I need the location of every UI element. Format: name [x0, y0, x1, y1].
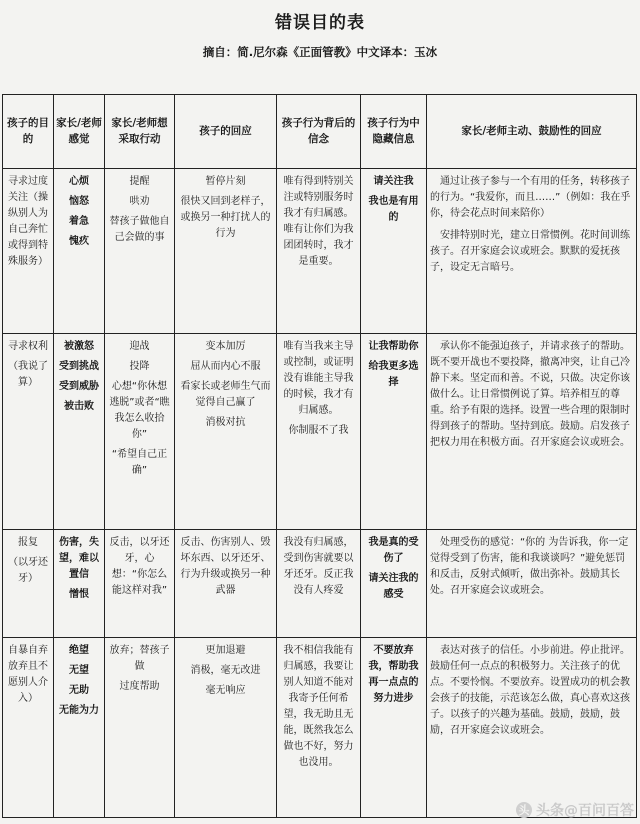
cell-action — [105, 169, 175, 334]
cell-encouraging — [427, 638, 637, 818]
cell-text: 无望 — [69, 665, 89, 676]
cell-text: 请关注我 — [373, 176, 414, 187]
cell-text: 自暴自弃 放弃且不愿别人介入） — [8, 645, 48, 704]
cell-belief — [277, 334, 361, 530]
cell-text: 承认你不能强迫孩子，并请求孩子的帮助。既不要开战也不要投降，撤离冲突，让自己冷静下来。坚定而和善。不说，只做。决定你该做什么。让日常惯例说了算。培养相互的尊重。给予有限的选择。设置一些合理的限制时得到孩子的帮助。坚持到底。鼓励。启发孩子把权力用在积极方面。召开家庭会议或班会。 — [430, 341, 630, 448]
cell-action — [105, 334, 175, 530]
cell-text: 请关注我的感受 — [368, 573, 419, 600]
cell-text: 愧疚 — [69, 236, 89, 247]
cell-message — [361, 638, 427, 818]
header-parent-feeling: 家长/老师感觉 — [54, 95, 105, 169]
cell-belief — [277, 169, 361, 334]
header-hidden-message: 孩子行为中隐藏信息 — [361, 95, 427, 169]
cell-message — [361, 169, 427, 334]
cell-feeling — [54, 169, 105, 334]
cell-text: 暂停片刻 — [205, 176, 246, 187]
cell-text: 我也是有用的 — [368, 196, 419, 223]
cell-text: 着急 — [69, 216, 89, 227]
cell-text: 无能为力 — [59, 705, 99, 716]
cell-goal — [3, 169, 54, 334]
header-child-response: 孩子的回应 — [175, 95, 277, 169]
cell-text: 哄劝 — [129, 196, 150, 207]
cell-belief — [277, 530, 361, 638]
cell-response — [175, 169, 277, 334]
cell-action — [105, 638, 175, 818]
cell-feeling — [54, 530, 105, 638]
cell-text: 寻求过度关注（操纵别人为自己奔忙或得到特殊服务） — [8, 176, 48, 267]
cell-text: 憎恨 — [69, 589, 89, 600]
cell-text: 心想“你休想逃脱”或者“瞧我怎么收拾你” — [109, 381, 170, 440]
cell-text: 安排特别时光，建立日常惯例。花时间训练孩子。召开家庭会议或班会。默默的爱抚孩子，设定无言暗号。 — [430, 230, 630, 273]
header-parent-action: 家长/老师想采取行动 — [105, 95, 175, 169]
cell-message — [361, 530, 427, 638]
cell-text: 你制服不了我 — [288, 425, 349, 436]
header-child-belief: 孩子行为背后的信念 — [277, 95, 361, 169]
cell-text: （以牙还牙） — [8, 557, 48, 584]
cell-text: 反击、伤害别人、毁坏东西、以牙还牙、行为升级或换另一种武器 — [180, 537, 271, 596]
cell-text: 不要放弃我，帮助我再一点点的努力进步 — [368, 645, 419, 704]
cell-text: 投降 — [129, 361, 150, 372]
cell-text: 我是真的受伤了 — [368, 537, 419, 564]
cell-text: 绝望 — [69, 645, 89, 656]
cell-response — [175, 530, 277, 638]
cell-text: 消极对抗 — [205, 417, 246, 428]
cell-text: 心烦 — [69, 176, 89, 187]
table-header-row — [3, 95, 637, 169]
cell-feeling — [54, 638, 105, 818]
table-row — [3, 638, 637, 818]
cell-response — [175, 334, 277, 530]
cell-text: 恼怒 — [69, 196, 89, 207]
cell-text: 伤害，失望，难以置信 — [59, 537, 99, 580]
cell-text: 处理受伤的感觉：“你的 为告诉我，你一定觉得受到了伤害，能和我谈谈吗？”避免惩罚和反击，反射式倾听，做出弥补。鼓励其长处。召开家庭会议或班会。 — [430, 537, 629, 596]
cell-response — [175, 638, 277, 818]
cell-text: 让我帮助你 — [368, 341, 419, 352]
document-subtitle: 摘自：简.尼尔森《正面管教》中文译本：玉冰 — [202, 45, 438, 59]
cell-text: “希望自己正确” — [111, 449, 168, 476]
cell-message — [361, 334, 427, 530]
cell-text: 唯有得到特别关注或特别服务时我才有归属感。唯有让你们为我团团转时，我才是重要。 — [283, 176, 354, 267]
cell-text: 过度帮助 — [119, 681, 160, 692]
cell-goal — [3, 334, 54, 530]
table-row — [3, 530, 637, 638]
cell-text: 受到挑战 — [59, 361, 99, 372]
cell-text: 更加退避 — [205, 645, 246, 656]
cell-encouraging — [427, 334, 637, 530]
document-title: 错误目的表 — [275, 13, 365, 33]
cell-text: 报复 — [18, 537, 38, 548]
cell-text: 很快又回到老样子，或换另一种打扰人的行为 — [180, 196, 271, 239]
cell-text: 迎战 — [129, 341, 150, 352]
cell-text: 被击败 — [64, 401, 94, 412]
cell-encouraging — [427, 530, 637, 638]
cell-text: 唯有当我来主导或控制，或证明没有谁能主导我的时候，我才有归属感。 — [283, 341, 354, 416]
cell-text: 被激怒 — [64, 341, 94, 352]
cell-encouraging — [427, 169, 637, 334]
cell-text: 提醒 — [129, 176, 150, 187]
header-encouraging-response: 家长/老师主动、鼓励性的回应 — [427, 95, 637, 169]
table-row — [3, 334, 637, 530]
header-child-goal: 孩子的目的 — [3, 95, 54, 169]
cell-text: 替孩子做他自己会做的事 — [109, 216, 170, 243]
cell-text: 消极，毫无改进 — [190, 665, 261, 676]
cell-feeling — [54, 334, 105, 530]
mistaken-goal-table — [2, 94, 637, 818]
cell-text: 我没有归属感，受到伤害就要以牙还牙。反正我没有人疼爱 — [283, 537, 354, 596]
cell-goal — [3, 638, 54, 818]
table-row — [3, 169, 637, 334]
watermark-text: 头条@百问百答 — [536, 803, 634, 819]
watermark — [516, 800, 634, 820]
cell-text: 反击，以牙还牙，心想：“你怎么能这样对我” — [109, 537, 170, 596]
cell-text: 变本加厉 — [205, 341, 246, 352]
cell-text: 受到威胁 — [59, 381, 99, 392]
cell-action — [105, 530, 175, 638]
cell-text: 表达对孩子的信任。小步前进。停止批评。鼓励任何一点点的积极努力。关注孩子的优点。不要怜悯。不要放弃。设置成功的机会教会孩子的技能，示范该怎么做，真心喜欢这孩子。以孩子的兴趣为基础。鼓励，鼓励，鼓励，召开家庭会议或班会。 — [430, 645, 630, 736]
cell-text: 给我更多选择 — [368, 361, 419, 388]
cell-text: 放弃；替孩子做 — [109, 645, 170, 672]
cell-text: 通过让孩子参与一个有用的任务，转移孩子的行为。“我爱你，而且……”（例如：我在乎你，待会花点时间来陪你） — [430, 176, 631, 219]
cell-text: 看家长或老师生气而觉得自己赢了 — [180, 381, 271, 408]
cell-text: 寻求权利 — [8, 341, 48, 352]
cell-goal — [3, 530, 54, 638]
cell-text: 屈从而内心不服 — [190, 361, 261, 372]
toutiao-logo-icon: 头 — [516, 802, 532, 818]
cell-belief — [277, 638, 361, 818]
cell-text: 我不相信我能有归属感，我要让别人知道不能对我寄予任何希望，我无助且无能，既然我怎么做也不好，努力也没用。 — [283, 645, 354, 768]
cell-text: （我说了算） — [8, 361, 48, 388]
cell-text: 毫无响应 — [205, 685, 246, 696]
cell-text: 无助 — [69, 685, 89, 696]
